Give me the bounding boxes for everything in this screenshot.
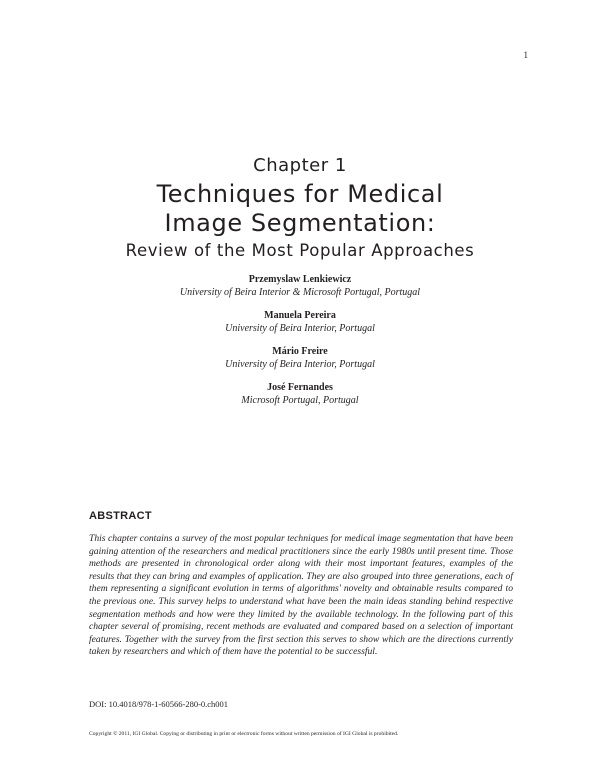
author-name: Mário Freire bbox=[272, 346, 328, 357]
abstract-heading: ABSTRACT bbox=[89, 510, 152, 522]
author-affiliation: Microsoft Portugal, Portugal bbox=[241, 395, 359, 406]
author-list bbox=[0, 273, 600, 417]
abstract-body: This chapter contains a survey of the most popular techniques for medical image segmentation that have been gaining attention of the researchers and medical practitioners since the early 1980s until present time. Those methods are presented in chronological order along with their most important features, examples of the results that they can bring and examples of application. They are also grouped into three generations, each of them representing a significant evolution in terms of algorithms' novelty and obtainable results compared to the previous one. This survey helps to understand what have been the main ideas standing behind respective segmentation methods and how were they limited by the available technology. In the following part of this chapter several of promising, recent methods are evaluated and compared based on a selection of important features. Together with the survey from the first section this serves to show which are the directions currently taken by researchers and which of them have the potential to be successful. bbox=[89, 533, 513, 658]
author-block bbox=[0, 345, 600, 371]
author-name: Manuela Pereira bbox=[264, 310, 336, 321]
chapter-title bbox=[0, 180, 600, 262]
author-block bbox=[0, 381, 600, 407]
author-affiliation: University of Beira Interior, Portugal bbox=[225, 323, 375, 334]
author-affiliation: University of Beira Interior & Microsoft Portugal, Portugal bbox=[179, 287, 421, 298]
page-number: 1 bbox=[523, 50, 528, 60]
author-block bbox=[0, 273, 600, 299]
author-affiliation: University of Beira Interior, Portugal bbox=[225, 359, 375, 370]
doi-line: DOI: 10.4018/978-1-60566-280-0.ch001 bbox=[89, 699, 229, 709]
title-line-2: Image Segmentation: bbox=[164, 209, 436, 237]
title-line-1: Techniques for Medical bbox=[156, 180, 444, 208]
copyright-notice: Copyright © 2011, IGI Global. Copying or distributing in print or electronic forms without written permission of IGI Global is prohibited. bbox=[89, 731, 399, 737]
author-name: José Fernandes bbox=[267, 382, 333, 393]
author-block bbox=[0, 309, 600, 335]
chapter-label: Chapter 1 bbox=[253, 155, 347, 176]
author-name: Przemyslaw Lenkiewicz bbox=[248, 274, 352, 285]
chapter-subtitle: Review of the Most Popular Approaches bbox=[125, 241, 475, 260]
